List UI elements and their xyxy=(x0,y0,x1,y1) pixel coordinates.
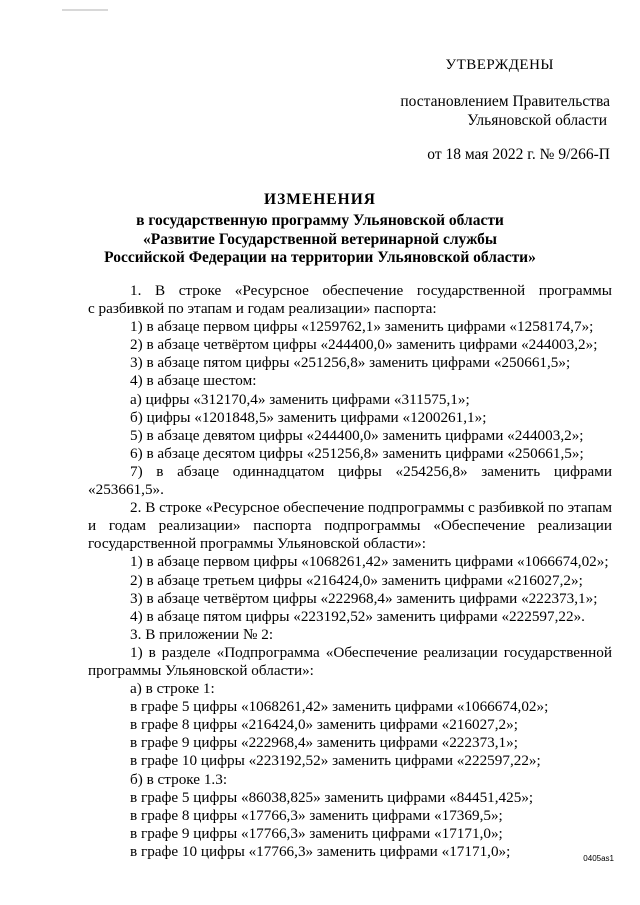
body-line: а) в строке 1: xyxy=(130,680,215,698)
document-code: 0405as1 xyxy=(583,854,614,863)
body-line: в графе 9 цифры «17766,3» заменить цифрами «17171,0»; xyxy=(130,824,503,842)
scan-mark xyxy=(62,9,108,11)
body-line: в графе 10 цифры «17766,3» заменить цифрами «17171,0»; xyxy=(130,842,511,860)
body-line: в графе 8 цифры «216424,0» заменить цифрами «216027,2»; xyxy=(130,716,518,734)
body-line: 3) в абзаце четвёртом цифры «222968,4» заменить цифрами «222373,1»; xyxy=(130,589,598,607)
body-line: 3) в абзаце пятом цифры «251256,8» заменить цифрами «250661,5»; xyxy=(130,354,571,372)
approval-title: УТВЕРЖДЕНЫ xyxy=(445,57,554,73)
body-line: 2. В строке «Ресурсное обеспечение подпрограммы с разбивкой по этапам xyxy=(130,499,612,517)
document-body xyxy=(88,282,612,861)
body-line: с разбивкой по этапам и годам реализации» паспорта: xyxy=(88,300,437,318)
body-line: в графе 10 цифры «223192,52» заменить цифрами «222597,22»; xyxy=(130,752,541,770)
body-line: 1) в абзаце первом цифры «1068261,42» заменить цифрами «1066674,02»; xyxy=(130,553,609,571)
document-subtitle-line-1: в государственную программу Ульяновской области xyxy=(136,212,504,229)
body-line: а) цифры «312170,4» заменить цифрами «311575,1»; xyxy=(130,390,470,408)
approval-line-1: постановлением Правительства xyxy=(400,93,610,110)
document-title: ИЗМЕНЕНИЯ xyxy=(264,191,376,208)
body-line: 1. В строке «Ресурсное обеспечение государственной программы xyxy=(130,282,612,299)
body-line: и годам реализации» паспорта подпрограммы «Обеспечение реализации xyxy=(88,517,612,535)
body-line: в графе 5 цифры «86038,825» заменить цифрами «84451,425»; xyxy=(130,788,534,806)
body-line: программы Ульяновской области»: xyxy=(88,661,314,679)
body-line: 1) в абзаце первом цифры «1259762,1» заменить цифрами «1258174,7»; xyxy=(130,318,594,336)
body-line: 4) в абзаце пятом цифры «223192,52» заменить цифрами «222597,22». xyxy=(130,607,585,625)
body-line: «253661,5». xyxy=(88,481,164,499)
body-line: 2) в абзаце третьем цифры «216424,0» заменить цифрами «216027,2»; xyxy=(130,571,583,589)
approval-line-2: Ульяновской области xyxy=(467,112,607,129)
body-line: 5) в абзаце девятом цифры «244400,0» заменить цифрами «244003,2»; xyxy=(130,426,584,444)
body-line: 3. В приложении № 2: xyxy=(130,625,274,643)
body-line: б) цифры «1201848,5» заменить цифрами «1200261,1»; xyxy=(130,408,487,426)
body-line: 6) в абзаце десятом цифры «251256,8» заменить цифрами «250661,5»; xyxy=(130,444,584,462)
body-line: в графе 8 цифры «17766,3» заменить цифрами «17369,5»; xyxy=(130,806,503,824)
body-line: государственной программы Ульяновской области»: xyxy=(88,535,426,553)
body-line: в графе 9 цифры «222968,4» заменить цифрами «222373,1»; xyxy=(130,734,518,752)
body-line: 1) в разделе «Подпрограмма «Обеспечение реализации государственной xyxy=(130,643,612,661)
body-line: 2) в абзаце четвёртом цифры «244400,0» заменить цифрами «244003,2»; xyxy=(130,336,598,354)
document-subtitle-line-3: Российской Федерации на территории Ульяновской области» xyxy=(104,249,536,266)
body-line: 7) в абзаце одиннадцатом цифры «254256,8» заменить цифрами xyxy=(130,462,612,480)
body-line: 4) в абзаце шестом: xyxy=(130,372,257,390)
body-line: б) в строке 1.3: xyxy=(130,770,228,788)
document-subtitle-line-2: «Развитие Государственной ветеринарной службы xyxy=(143,231,497,248)
body-line: в графе 5 цифры «1068261,42» заменить цифрами «1066674,02»; xyxy=(130,698,549,716)
approval-date: от 18 мая 2022 г. № 9/266-П xyxy=(427,146,610,163)
